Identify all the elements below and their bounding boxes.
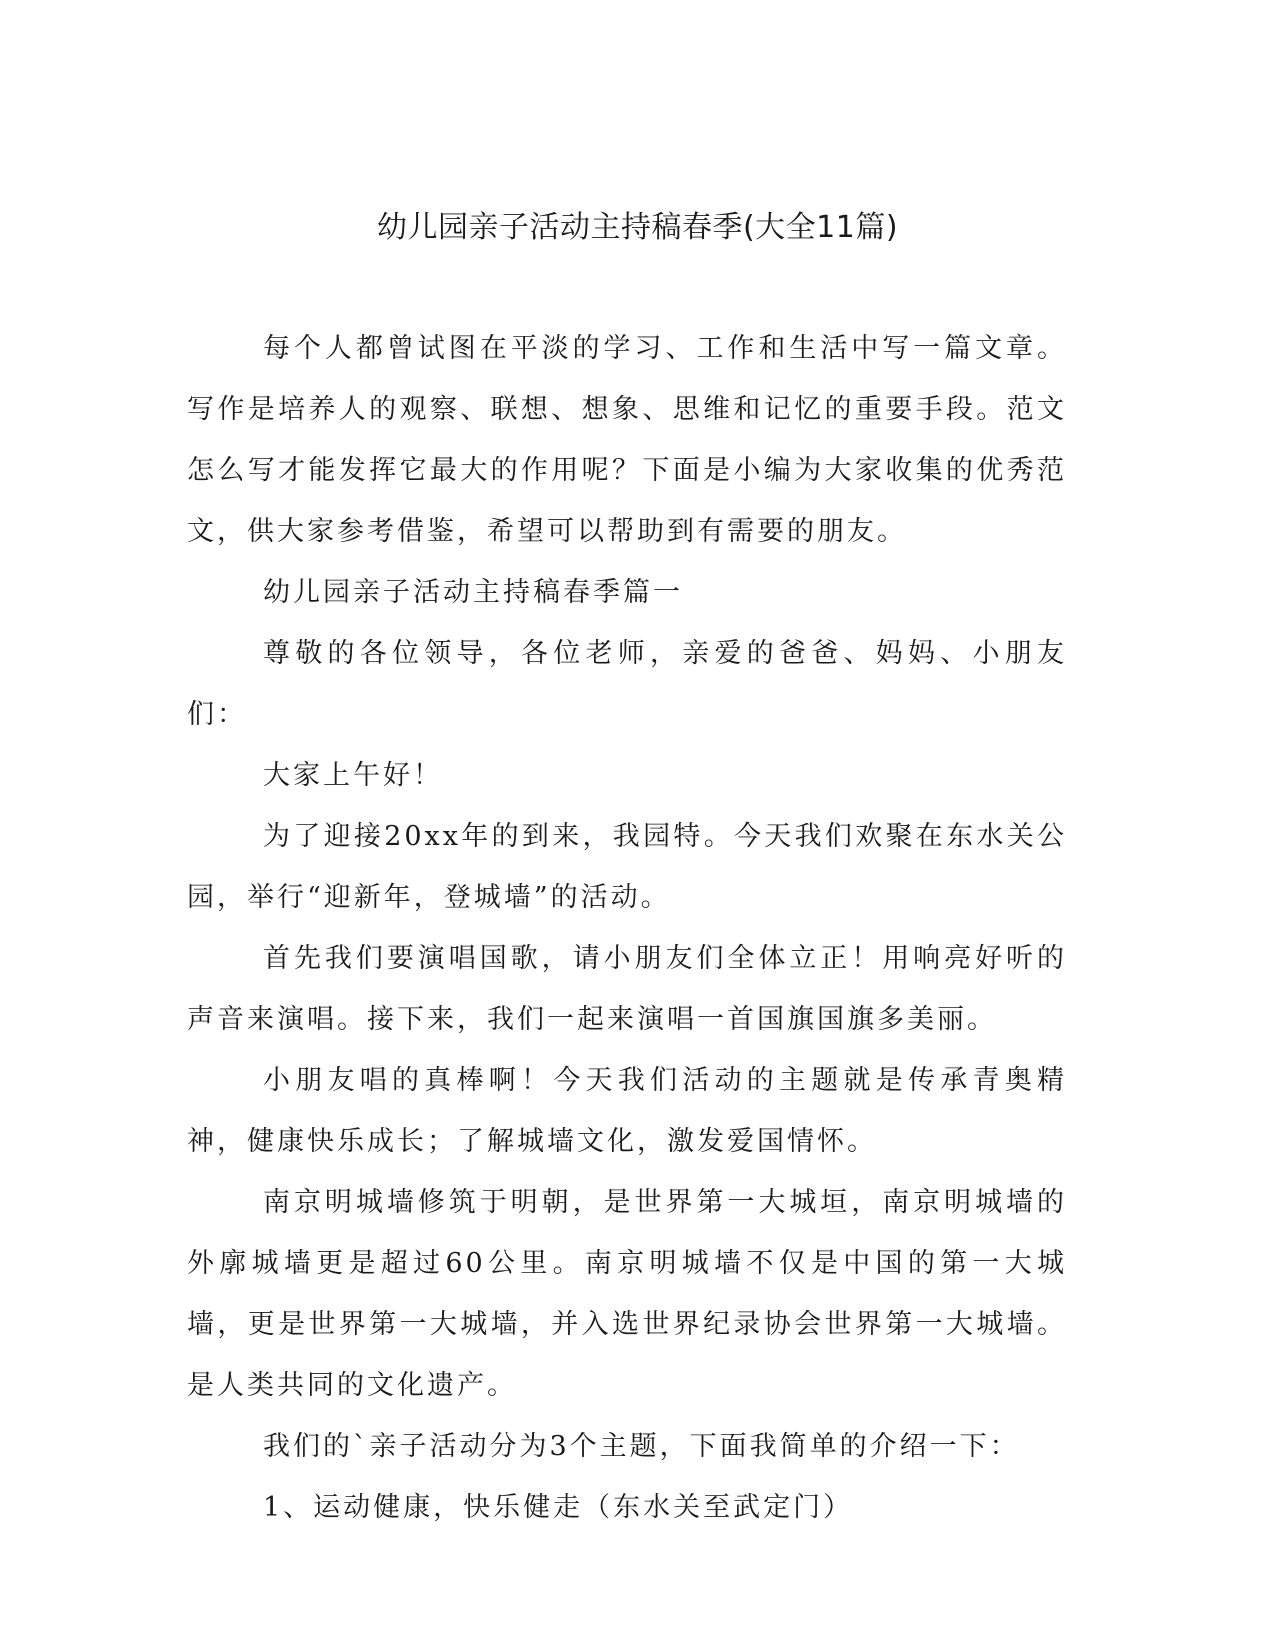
body-paragraph: 首先我们要演唱国歌，请小朋友们全体立正！用响亮好听的声音来演唱。接下来，我们一起来演唱一首国旗国旗多美丽。 <box>187 943 1067 1035</box>
body-paragraph: 我们的`亲子活动分为3个主题，下面我简单的介绍一下： <box>263 1431 1020 1462</box>
salutation-paragraph: 尊敬的各位领导，各位老师，亲爱的爸爸、妈妈、小朋友们： <box>187 638 1067 730</box>
body-paragraph: 南京明城墙修筑于明朝，是世界第一大城垣，南京明城墙的外廓城墙更是超过60公里。南京明城墙不仅是中国的第一大城墙，更是世界第一大城墙，并入选世界纪录协会世界第一大城墙。是人类共同的文化遗产。 <box>187 1187 1067 1401</box>
document-title: 幼儿园亲子活动主持稿春季(大全11篇) <box>376 210 899 245</box>
intro-paragraph: 每个人都曾试图在平淡的学习、工作和生活中写一篇文章。写作是培养人的观察、联想、想象、思维和记忆的重要手段。范文怎么写才能发挥它最大的作用呢？下面是小编为大家收集的优秀范文，供大家参考借鉴，希望可以帮助到有需要的朋友。 <box>187 333 1067 547</box>
list-item: 1、运动健康，快乐健走（东水关至武定门） <box>263 1492 854 1523</box>
greeting-paragraph: 大家上午好！ <box>263 760 443 791</box>
document-body <box>187 318 1067 1538</box>
body-paragraph: 为了迎接20xx年的到来，我园特。今天我们欢聚在东水关公园，举行“迎新年，登城墙”的活动。 <box>187 821 1067 913</box>
body-paragraph: 小朋友唱的真棒啊！今天我们活动的主题就是传承青奥精神，健康快乐成长；了解城墙文化，激发爱国情怀。 <box>187 1065 1067 1157</box>
section-heading: 幼儿园亲子活动主持稿春季篇一 <box>263 577 683 608</box>
